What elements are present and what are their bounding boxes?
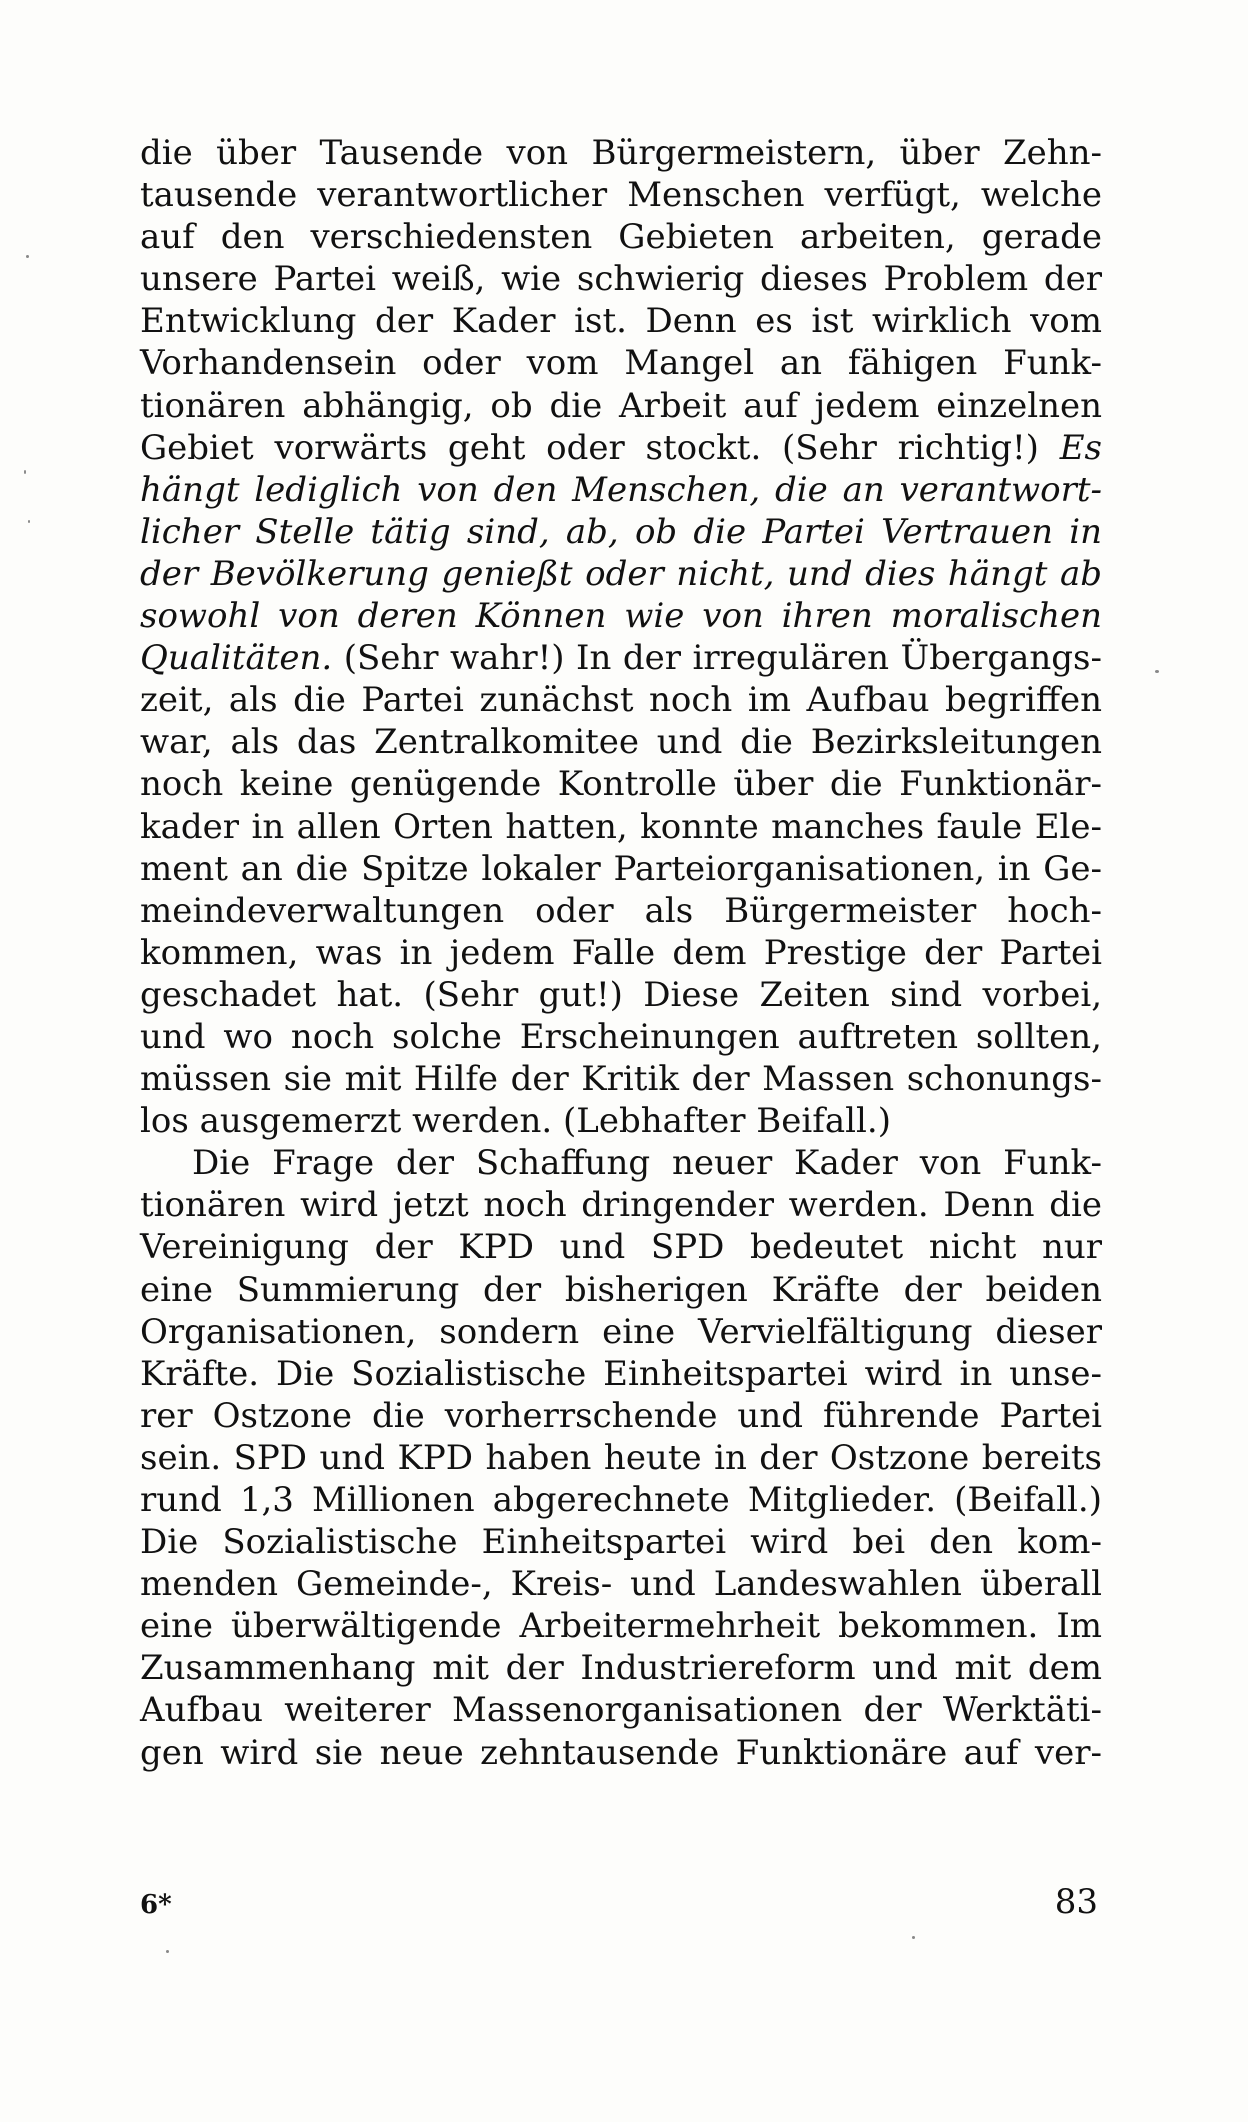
text-line: tausende verantwortlicher Menschen verfügt, welche (140, 175, 1102, 216)
text-line: noch keine genügende Kontrolle über die Funktionär- (140, 764, 1102, 805)
print-speck (28, 520, 30, 523)
text-line: rer Ostzone die vorherrschende und führende Partei (140, 1395, 1102, 1436)
text-line: war, als das Zentralkomitee und die Bezirksleitungen (140, 722, 1102, 763)
text-line: rund 1,3 Millionen abgerechnete Mitglieder. (Beifall.) (140, 1480, 1102, 1520)
text-line: eine Summierung der bisherigen Kräfte der beiden (140, 1269, 1102, 1310)
print-speck (24, 470, 26, 474)
text-line: und wo noch solche Erscheinungen auftreten sollten, (140, 1016, 1102, 1057)
text-line: sein. SPD und KPD haben heute in der Ostzone bereits (140, 1437, 1102, 1478)
text-line: Zusammenhang mit der Industriereform und mit dem (140, 1648, 1102, 1689)
body-text (140, 132, 1102, 1774)
text-line: Kräfte. Die Sozialistische Einheitspartei wird in unse- (140, 1353, 1102, 1394)
text-line: meindeverwaltungen oder als Bürgermeister hoch- (140, 890, 1102, 931)
page-number: 83 (1054, 1882, 1098, 1922)
text-line: geschadet hat. (Sehr gut!) Diese Zeiten sind vorbei, (140, 974, 1102, 1015)
text-line: Vorhandensein oder vom Mangel an fähigen Funk- (140, 343, 1102, 384)
paragraph-start-line: Die Frage der Schaffung neuer Kader von Funk- (192, 1143, 1102, 1184)
text-line: eine überwältigende Arbeitermehrheit bekommen. Im (140, 1606, 1102, 1647)
italic-text-line: licher Stelle tätig sind, ab, ob die Partei Vertrauen in (140, 511, 1102, 552)
text-line: Vereinigung der KPD und SPD bedeutet nicht nur (140, 1227, 1102, 1268)
print-speck (166, 1950, 169, 1953)
text-line: los ausgemerzt werden. (Lebhafter Beifall.) (140, 1101, 891, 1142)
text-line (140, 427, 1102, 469)
text-line: Organisationen, sondern eine Vervielfältigung dieser (140, 1311, 1102, 1352)
text-segment: (Sehr wahr!) In der irregulären Übergangs- (332, 638, 1102, 679)
text-line: gen wird sie neue zehntausende Funktionäre auf ver- (140, 1732, 1102, 1773)
text-line: Die Sozialistische Einheitspartei wird bei den kom- (140, 1522, 1102, 1563)
text-line: tionären wird jetzt noch dringender werden. Denn die (140, 1185, 1102, 1226)
italic-text-line: sowohl von deren Können wie von ihren moralischen (140, 596, 1102, 637)
text-line: tionären abhängig, ob die Arbeit auf jedem einzelnen (140, 385, 1102, 426)
italic-text-segment: Qualitäten. (140, 638, 333, 679)
text-line (140, 637, 1102, 679)
text-line: unsere Partei weiß, wie schwierig dieses Problem der (140, 259, 1102, 300)
text-line: kommen, was in jedem Falle dem Prestige der Partei (140, 932, 1102, 973)
text-line: Entwicklung der Kader ist. Denn es ist wirklich vom (140, 301, 1102, 342)
print-speck (1155, 670, 1159, 673)
italic-text-line: der Bevölkerung genießt oder nicht, und dies hängt ab (140, 553, 1102, 594)
text-line: auf den verschiedensten Gebieten arbeiten, gerade (140, 217, 1102, 258)
text-line: menden Gemeinde-, Kreis- und Landeswahlen überall (140, 1564, 1102, 1605)
text-line: ment an die Spitze lokaler Parteiorganisationen, in Ge- (140, 848, 1102, 889)
print-speck (26, 255, 29, 258)
text-segment: Gebiet vorwärts geht oder stockt. (Sehr richtig!) (140, 427, 1060, 468)
print-speck (912, 1936, 915, 1939)
text-line: kader in allen Orten hatten, konnte manches faule Ele- (140, 806, 1102, 847)
text-line: Aufbau weiterer Massenorganisationen der Werktäti- (140, 1690, 1102, 1731)
text-line: müssen sie mit Hilfe der Kritik der Massen schonungs- (140, 1059, 1102, 1100)
italic-text-line: hängt lediglich von den Menschen, die an verantwort- (140, 469, 1102, 510)
text-line: zeit, als die Partei zunächst noch im Aufbau begriffen (140, 680, 1102, 721)
text-line: die über Tausende von Bürgermeistern, über Zehn- (140, 133, 1102, 173)
signature-mark: 6* (140, 1890, 172, 1920)
italic-text-segment: Es (1059, 427, 1102, 468)
